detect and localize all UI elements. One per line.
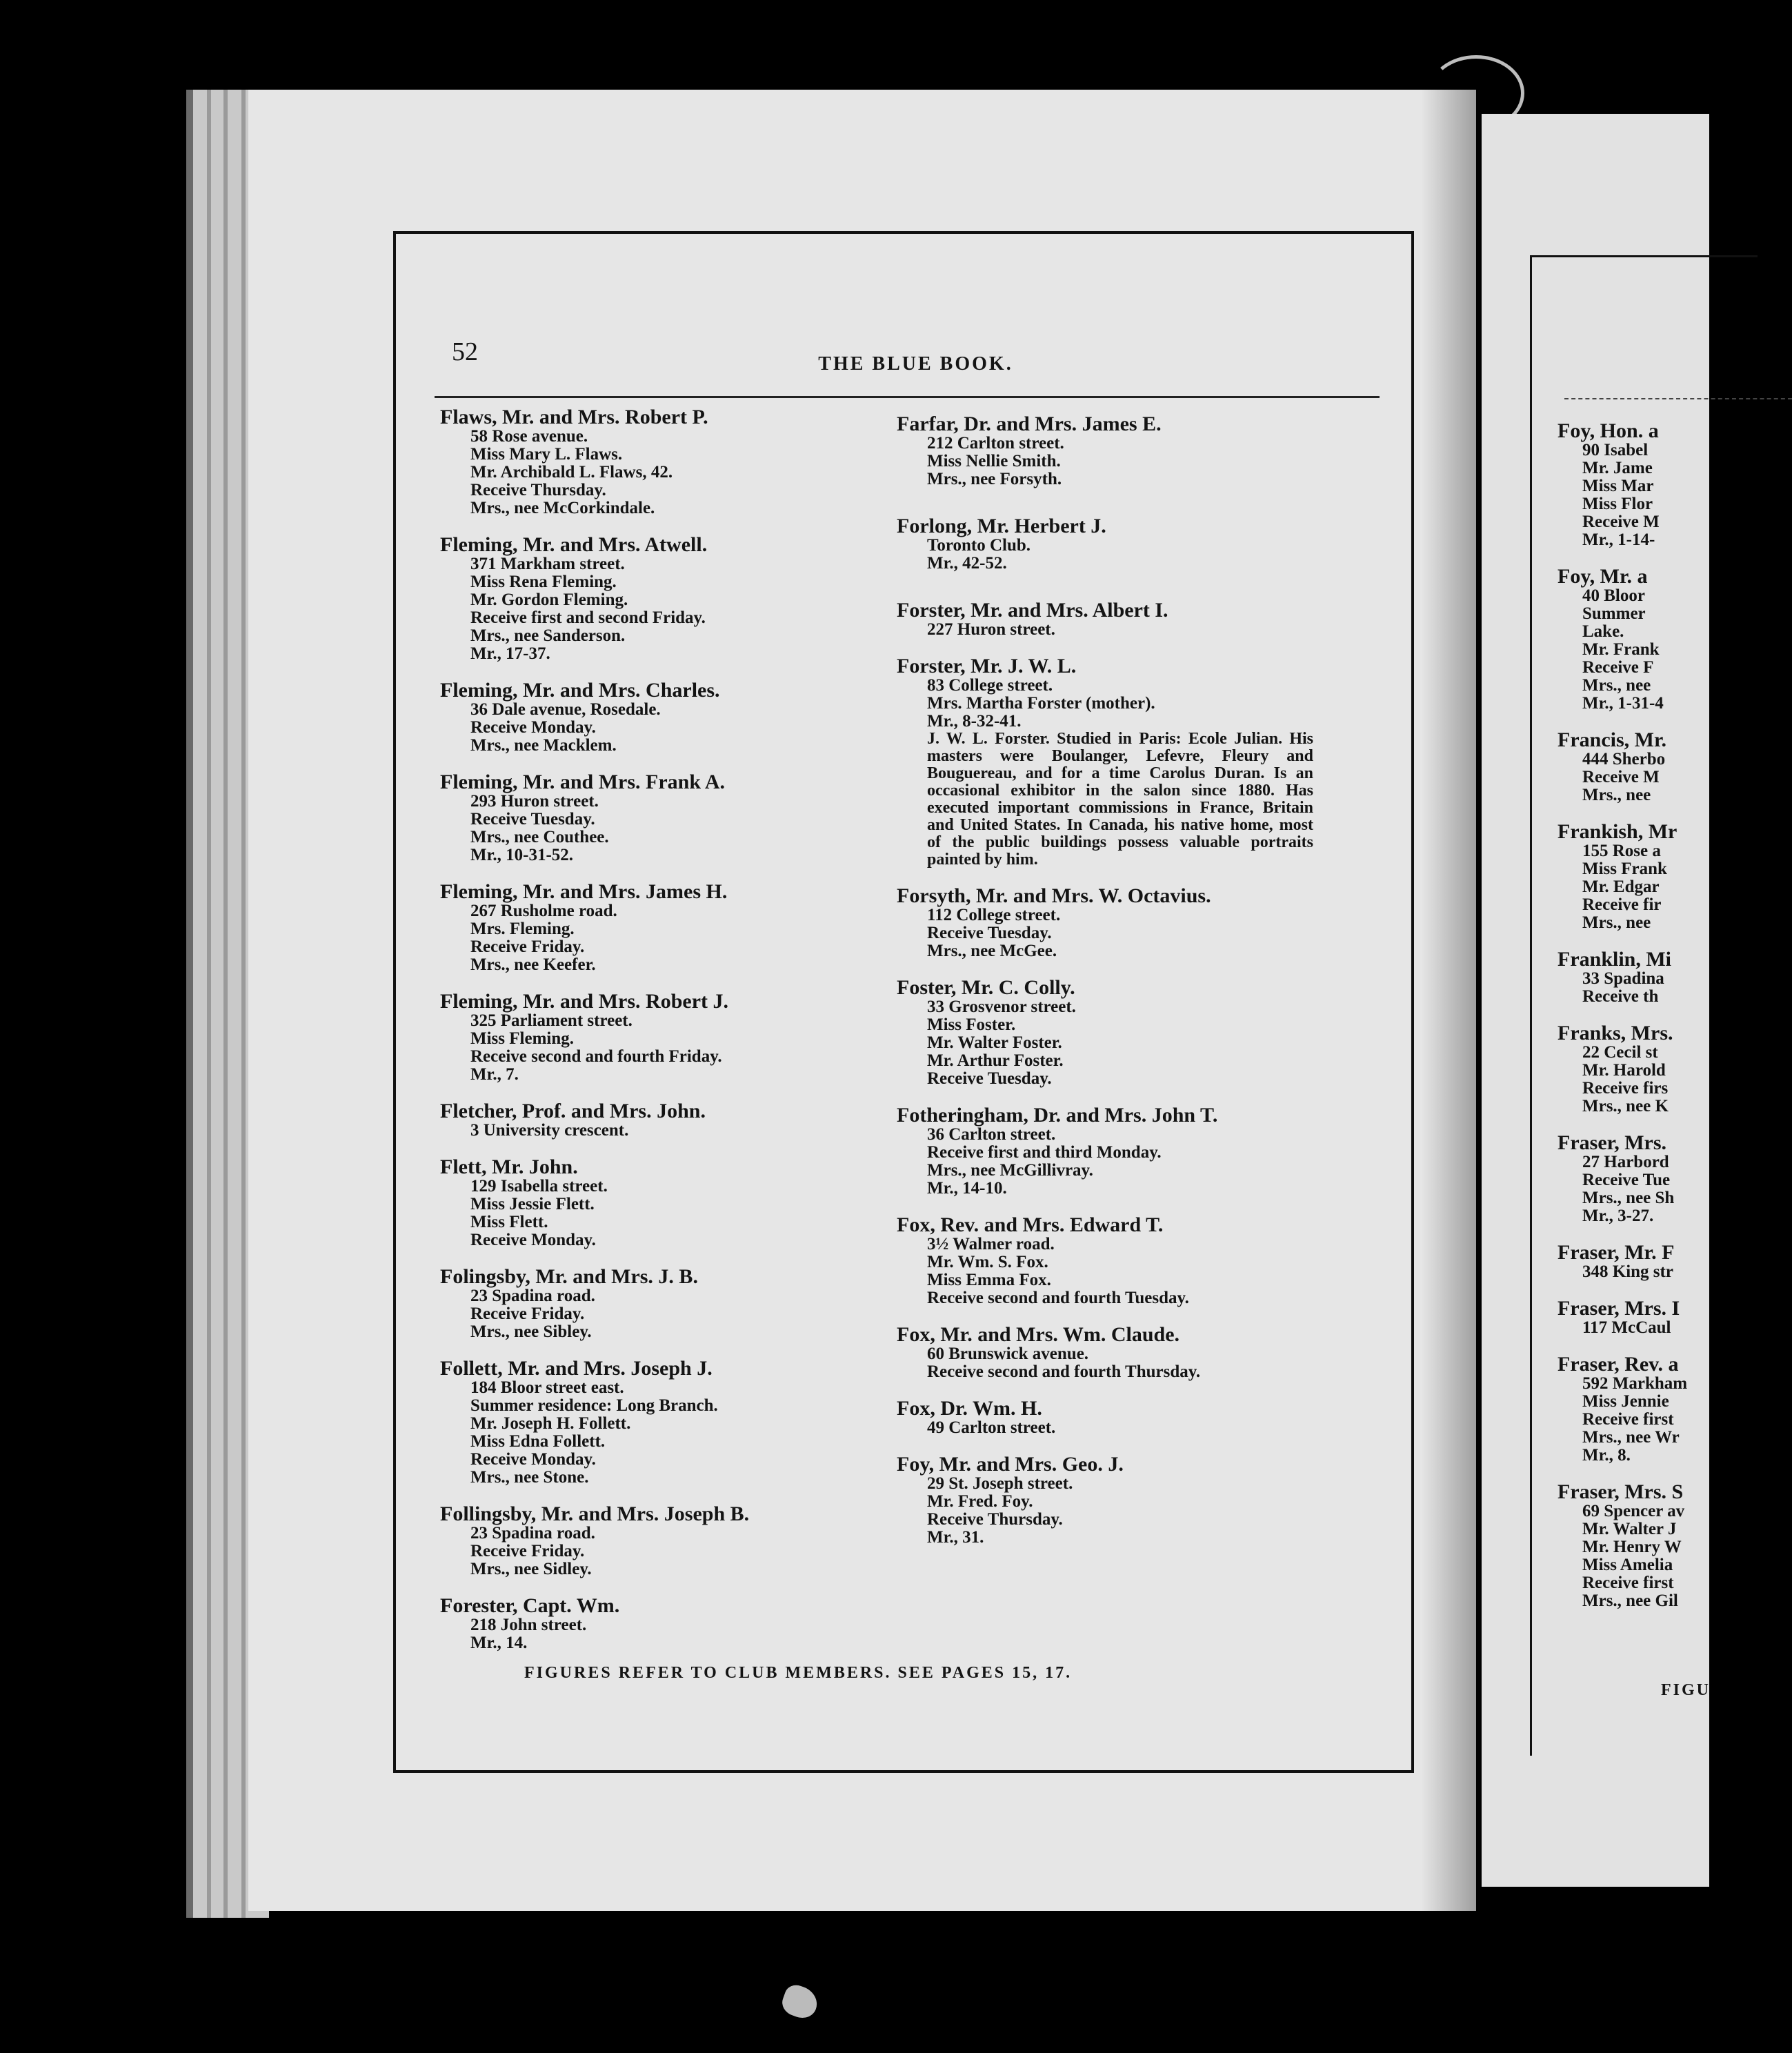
entry-detail: Summer residence: Long Branch. bbox=[470, 1396, 718, 1415]
entry-detail: Receive first and third Monday. bbox=[927, 1143, 1162, 1162]
entry-name: Foy, Hon. a bbox=[1557, 419, 1659, 442]
entry-detail: 83 College street. bbox=[927, 676, 1053, 695]
entry-detail: 58 Rose avenue. bbox=[470, 427, 588, 446]
entry-detail: Mr., 14-10. bbox=[927, 1179, 1007, 1198]
entry-name: Forester, Capt. Wm. bbox=[440, 1594, 620, 1617]
entry-detail: Miss Amelia bbox=[1582, 1556, 1673, 1574]
entry-detail: 3 University crescent. bbox=[470, 1121, 629, 1140]
entry-detail: Miss Flett. bbox=[470, 1213, 548, 1231]
entry-name: Forsyth, Mr. and Mrs. W. Octavius. bbox=[897, 884, 1211, 907]
entry-detail: Mr. Harold bbox=[1582, 1061, 1666, 1080]
entry-detail: Receive Monday. bbox=[470, 718, 596, 737]
entry-name: Folingsby, Mr. and Mrs. J. B. bbox=[440, 1265, 698, 1288]
entry-detail: Mr., 42-52. bbox=[927, 554, 1007, 573]
entry-name: Fox, Rev. and Mrs. Edward T. bbox=[897, 1213, 1164, 1236]
entry-detail: Miss Foster. bbox=[927, 1015, 1016, 1034]
entry-name: Flaws, Mr. and Mrs. Robert P. bbox=[440, 406, 708, 428]
entry-detail: Mr. Arthur Foster. bbox=[927, 1051, 1064, 1070]
entry-detail: Miss Mary L. Flaws. bbox=[470, 445, 623, 464]
entry-detail: Mr. Fred. Foy. bbox=[927, 1492, 1033, 1511]
directory-entry bbox=[1557, 1482, 1764, 1610]
directory-entry bbox=[897, 414, 1338, 488]
entry-detail: Mr. Walter Foster. bbox=[927, 1033, 1062, 1052]
entry-detail: Mrs., nee Keefer. bbox=[470, 955, 596, 974]
entry-detail: 348 King str bbox=[1582, 1262, 1673, 1281]
directory-entry bbox=[897, 1398, 1338, 1437]
entry-detail: Mrs., nee K bbox=[1582, 1097, 1669, 1115]
entry-detail: Receive M bbox=[1582, 513, 1660, 531]
entry-detail: Mrs., nee Sibley. bbox=[470, 1322, 592, 1341]
entry-name: Fraser, Mrs. bbox=[1557, 1131, 1666, 1154]
directory-entry bbox=[897, 656, 1338, 869]
entry-detail: Mr. Walter J bbox=[1582, 1520, 1677, 1538]
entry-detail: Toronto Club. bbox=[927, 536, 1031, 555]
entry-detail: Miss Flor bbox=[1582, 495, 1653, 513]
entry-detail: Receive second and fourth Thursday. bbox=[927, 1362, 1201, 1381]
entry-detail: Mr. Archibald L. Flaws, 42. bbox=[470, 463, 673, 482]
directory-entry bbox=[897, 1105, 1338, 1198]
entry-name: Forster, Mr. J. W. L. bbox=[897, 655, 1077, 677]
entry-detail: 23 Spadina road. bbox=[470, 1524, 595, 1543]
entry-name: Foy, Mr. a bbox=[1557, 565, 1648, 588]
entry-name: Fraser, Rev. a bbox=[1557, 1353, 1679, 1376]
entry-detail: 212 Carlton street. bbox=[927, 434, 1064, 453]
entry-name: Fraser, Mr. F bbox=[1557, 1241, 1675, 1264]
entry-detail: Mrs., nee McCorkindale. bbox=[470, 499, 655, 517]
entry-detail: 69 Spencer av bbox=[1582, 1502, 1685, 1520]
entry-name: Farfar, Dr. and Mrs. James E. bbox=[897, 413, 1162, 435]
entry-detail: Receive Tuesday. bbox=[927, 1069, 1052, 1088]
paper-blot bbox=[779, 1982, 822, 2022]
directory-entry bbox=[440, 1267, 882, 1341]
entry-detail: Mr., 3-27. bbox=[1582, 1207, 1654, 1225]
entry-name: Fleming, Mr. and Mrs. Frank A. bbox=[440, 771, 726, 793]
entry-detail: Mrs., nee Forsyth. bbox=[927, 470, 1062, 488]
entry-detail: Receive Monday. bbox=[470, 1450, 596, 1469]
entry-detail: Mrs., nee Sanderson. bbox=[470, 626, 626, 645]
entry-name: Flett, Mr. John. bbox=[440, 1156, 578, 1178]
directory-entry bbox=[440, 1358, 882, 1487]
entry-name: Fletcher, Prof. and Mrs. John. bbox=[440, 1100, 706, 1122]
directory-entry bbox=[1557, 1023, 1764, 1115]
page-number: 52 bbox=[452, 337, 478, 366]
entry-detail: Miss Nellie Smith. bbox=[927, 452, 1061, 470]
directory-column-right bbox=[897, 414, 1338, 1564]
entry-detail: Miss Frank bbox=[1582, 860, 1667, 878]
page-footer: FIGURES REFER TO CLUB MEMBERS. SEE PAGES 15, 17. bbox=[524, 1664, 1073, 1682]
directory-entry bbox=[897, 516, 1338, 573]
entry-detail: 3½ Walmer road. bbox=[927, 1235, 1055, 1253]
entry-detail: Receive Monday. bbox=[470, 1231, 596, 1249]
entry-detail: Receive first bbox=[1582, 1410, 1674, 1429]
entry-detail: Mrs., nee Sh bbox=[1582, 1189, 1675, 1207]
entry-detail: 155 Rose a bbox=[1582, 842, 1661, 860]
entry-detail: Lake. bbox=[1582, 622, 1624, 641]
entry-detail: 117 McCaul bbox=[1582, 1318, 1671, 1337]
entry-detail: Receive Tue bbox=[1582, 1171, 1671, 1189]
entry-detail: Mrs., nee McGee. bbox=[927, 942, 1057, 960]
entry-detail: 23 Spadina road. bbox=[470, 1287, 595, 1305]
entry-detail: Summer bbox=[1582, 604, 1646, 623]
entry-detail: Receive fir bbox=[1582, 895, 1662, 914]
entry-detail: Mrs., nee bbox=[1582, 786, 1651, 804]
directory-entry bbox=[440, 407, 882, 517]
entry-detail: Mr. Wm. S. Fox. bbox=[927, 1253, 1048, 1271]
directory-entry bbox=[897, 886, 1338, 960]
entry-name: Fleming, Mr. and Mrs. Charles. bbox=[440, 679, 720, 702]
directory-entry bbox=[897, 1325, 1338, 1381]
next-page-column bbox=[1557, 421, 1764, 1627]
entry-detail: Miss Rena Fleming. bbox=[470, 573, 617, 591]
entry-detail: Mr. Joseph H. Follett. bbox=[470, 1414, 631, 1433]
entry-detail: 112 College street. bbox=[927, 906, 1061, 924]
entry-detail: Miss Fleming. bbox=[470, 1029, 574, 1048]
entry-detail: Mr., 8-32-41. bbox=[927, 712, 1022, 731]
entry-detail: Mr., 8. bbox=[1582, 1446, 1631, 1465]
entry-detail: Receive first bbox=[1582, 1574, 1674, 1592]
entry-name: Follingsby, Mr. and Mrs. Joseph B. bbox=[440, 1502, 750, 1525]
entry-detail: Miss Jennie bbox=[1582, 1392, 1669, 1411]
entry-detail: Mrs., nee bbox=[1582, 676, 1651, 695]
next-page-footer: FIGU bbox=[1661, 1681, 1711, 1699]
directory-entry bbox=[1557, 1298, 1764, 1337]
entry-detail: Mr., 31. bbox=[927, 1528, 984, 1547]
entry-detail: Miss Mar bbox=[1582, 477, 1654, 495]
entry-name: Fleming, Mr. and Mrs. Robert J. bbox=[440, 990, 729, 1013]
directory-entry bbox=[897, 1215, 1338, 1307]
entry-note: J. W. L. Forster. Studied in Paris: Ecole Julian. His masters were Boulanger, Lefevre, Fleury and Bouguereau, and for a time Carolus Duran. Is an occasional exhibitor in the salon since 1880. Has executed important commissions in France, Britain and United States. In Canada, his native home, most of the public buildings possess valuable portraits painted by him. bbox=[927, 730, 1313, 869]
next-page-border-top bbox=[1530, 255, 1758, 257]
entry-detail: Mr. Henry W bbox=[1582, 1538, 1682, 1556]
entry-name: Fotheringham, Dr. and Mrs. John T. bbox=[897, 1104, 1218, 1127]
entry-detail: Mr. Gordon Fleming. bbox=[470, 591, 628, 609]
entry-detail: Mr., 14. bbox=[470, 1634, 528, 1652]
entry-detail: 36 Dale avenue, Rosedale. bbox=[470, 700, 661, 719]
entry-detail: 592 Markham bbox=[1582, 1374, 1688, 1393]
entry-detail: Receive first and second Friday. bbox=[470, 608, 706, 627]
directory-entry bbox=[440, 882, 882, 974]
entry-detail: Mrs., nee McGillivray. bbox=[927, 1161, 1093, 1180]
entry-detail: 371 Markham street. bbox=[470, 555, 625, 573]
entry-detail: Receive Friday. bbox=[470, 938, 585, 956]
entry-detail: 444 Sherbo bbox=[1582, 750, 1666, 768]
directory-entry bbox=[1557, 730, 1764, 804]
directory-entry bbox=[897, 1454, 1338, 1547]
entry-name: Franklin, Mi bbox=[1557, 948, 1672, 971]
entry-name: Fleming, Mr. and Mrs. James H. bbox=[440, 880, 728, 903]
entry-detail: Mr., 7. bbox=[470, 1065, 519, 1084]
entry-detail: 36 Carlton street. bbox=[927, 1125, 1056, 1144]
directory-entry bbox=[1557, 1354, 1764, 1465]
entry-detail: 227 Huron street. bbox=[927, 620, 1055, 639]
entry-detail: Receive Friday. bbox=[470, 1305, 585, 1323]
directory-entry bbox=[1557, 421, 1764, 549]
directory-entry bbox=[897, 978, 1338, 1088]
entry-detail: Mrs., nee Gil bbox=[1582, 1591, 1678, 1610]
entry-detail: 325 Parliament street. bbox=[470, 1011, 633, 1030]
entry-detail: Mrs., nee Stone. bbox=[470, 1468, 589, 1487]
directory-entry bbox=[1557, 822, 1764, 932]
entry-detail: 218 John street. bbox=[470, 1616, 587, 1634]
entry-name: Foster, Mr. C. Colly. bbox=[897, 976, 1075, 999]
directory-entry bbox=[1557, 949, 1764, 1006]
gutter-shadow bbox=[1421, 90, 1483, 1911]
entry-detail: Mr., 1-14- bbox=[1582, 530, 1655, 549]
entry-detail: Mr., 17-37. bbox=[470, 644, 550, 663]
directory-entry bbox=[440, 1101, 882, 1140]
entry-detail: Receive Thursday. bbox=[927, 1510, 1063, 1529]
entry-name: Fox, Mr. and Mrs. Wm. Claude. bbox=[897, 1323, 1180, 1346]
entry-detail: Miss Emma Fox. bbox=[927, 1271, 1051, 1289]
entry-name: Francis, Mr. bbox=[1557, 728, 1667, 751]
entry-detail: Mr. Frank bbox=[1582, 640, 1660, 659]
entry-detail: 293 Huron street. bbox=[470, 792, 599, 811]
next-page bbox=[1482, 114, 1709, 1887]
entry-name: Forster, Mr. and Mrs. Albert I. bbox=[897, 599, 1168, 622]
entry-detail: 33 Spadina bbox=[1582, 969, 1664, 988]
entry-detail: 60 Brunswick avenue. bbox=[927, 1345, 1089, 1363]
entry-detail: 49 Carlton street. bbox=[927, 1418, 1056, 1437]
directory-entry bbox=[440, 1157, 882, 1249]
entry-detail: 129 Isabella street. bbox=[470, 1177, 608, 1196]
entry-detail: Mr., 10-31-52. bbox=[470, 846, 574, 864]
entry-detail: Mr., 1-31-4 bbox=[1582, 694, 1664, 713]
directory-entry bbox=[440, 1596, 882, 1652]
entry-detail: Receive F bbox=[1582, 658, 1654, 677]
entry-detail: Receive Thursday. bbox=[470, 481, 606, 499]
entry-detail: Receive Friday. bbox=[470, 1542, 585, 1560]
entry-detail: Receive firs bbox=[1582, 1079, 1669, 1098]
entry-detail: Receive second and fourth Tuesday. bbox=[927, 1289, 1189, 1307]
entry-detail: 267 Rusholme road. bbox=[470, 902, 617, 920]
entry-detail: Mrs., nee bbox=[1582, 913, 1651, 932]
entry-detail: Receive M bbox=[1582, 768, 1660, 786]
entry-detail: Mrs., nee Macklem. bbox=[470, 736, 617, 755]
entry-detail: Receive th bbox=[1582, 987, 1659, 1006]
entry-name: Forlong, Mr. Herbert J. bbox=[897, 515, 1106, 537]
entry-detail: 22 Cecil st bbox=[1582, 1043, 1658, 1062]
directory-entry bbox=[440, 772, 882, 864]
next-page-border-left bbox=[1530, 255, 1532, 1756]
directory-entry bbox=[1557, 1133, 1764, 1225]
entry-detail: 33 Grosvenor street. bbox=[927, 998, 1076, 1016]
entry-detail: Receive Tuesday. bbox=[470, 810, 595, 829]
directory-entry bbox=[440, 535, 882, 663]
entry-detail: Mrs. Fleming. bbox=[470, 920, 575, 938]
directory-entry bbox=[440, 1504, 882, 1578]
book-title: THE BLUE BOOK. bbox=[818, 353, 1013, 375]
entry-name: Frankish, Mr bbox=[1557, 820, 1677, 843]
entry-detail: 184 Bloor street east. bbox=[470, 1378, 624, 1397]
entry-name: Fox, Dr. Wm. H. bbox=[897, 1397, 1042, 1420]
entry-name: Follett, Mr. and Mrs. Joseph J. bbox=[440, 1357, 713, 1380]
entry-detail: Miss Edna Follett. bbox=[470, 1432, 606, 1451]
entry-detail: Mr. Edgar bbox=[1582, 877, 1660, 896]
directory-entry bbox=[1557, 566, 1764, 713]
entry-detail: Receive Tuesday. bbox=[927, 924, 1052, 942]
entry-detail: Mrs., nee Sidley. bbox=[470, 1560, 592, 1578]
next-page-header-rule bbox=[1564, 398, 1792, 399]
entry-detail: 40 Bloor bbox=[1582, 586, 1645, 605]
entry-name: Foy, Mr. and Mrs. Geo. J. bbox=[897, 1453, 1124, 1476]
entry-name: Fraser, Mrs. I bbox=[1557, 1297, 1680, 1320]
entry-detail: Mrs. Martha Forster (mother). bbox=[927, 694, 1155, 713]
entry-detail: Mrs., nee Wr bbox=[1582, 1428, 1680, 1447]
running-head bbox=[452, 337, 1380, 378]
directory-entry bbox=[440, 991, 882, 1084]
directory-entry bbox=[1557, 1242, 1764, 1281]
directory-entry bbox=[897, 600, 1338, 639]
entry-detail: 29 St. Joseph street. bbox=[927, 1474, 1073, 1493]
entry-detail: Mr. Jame bbox=[1582, 459, 1653, 477]
entry-detail: Receive second and fourth Friday. bbox=[470, 1047, 722, 1066]
entry-name: Fleming, Mr. and Mrs. Atwell. bbox=[440, 533, 708, 556]
entry-name: Franks, Mrs. bbox=[1557, 1022, 1673, 1044]
entry-detail: Miss Jessie Flett. bbox=[470, 1195, 595, 1213]
header-rule bbox=[435, 396, 1380, 398]
entry-detail: 90 Isabel bbox=[1582, 441, 1649, 459]
entry-detail: 27 Harbord bbox=[1582, 1153, 1669, 1171]
directory-column-left bbox=[440, 407, 882, 1669]
entry-name: Fraser, Mrs. S bbox=[1557, 1480, 1684, 1503]
directory-entry bbox=[440, 680, 882, 755]
entry-detail: Mrs., nee Couthee. bbox=[470, 828, 609, 846]
